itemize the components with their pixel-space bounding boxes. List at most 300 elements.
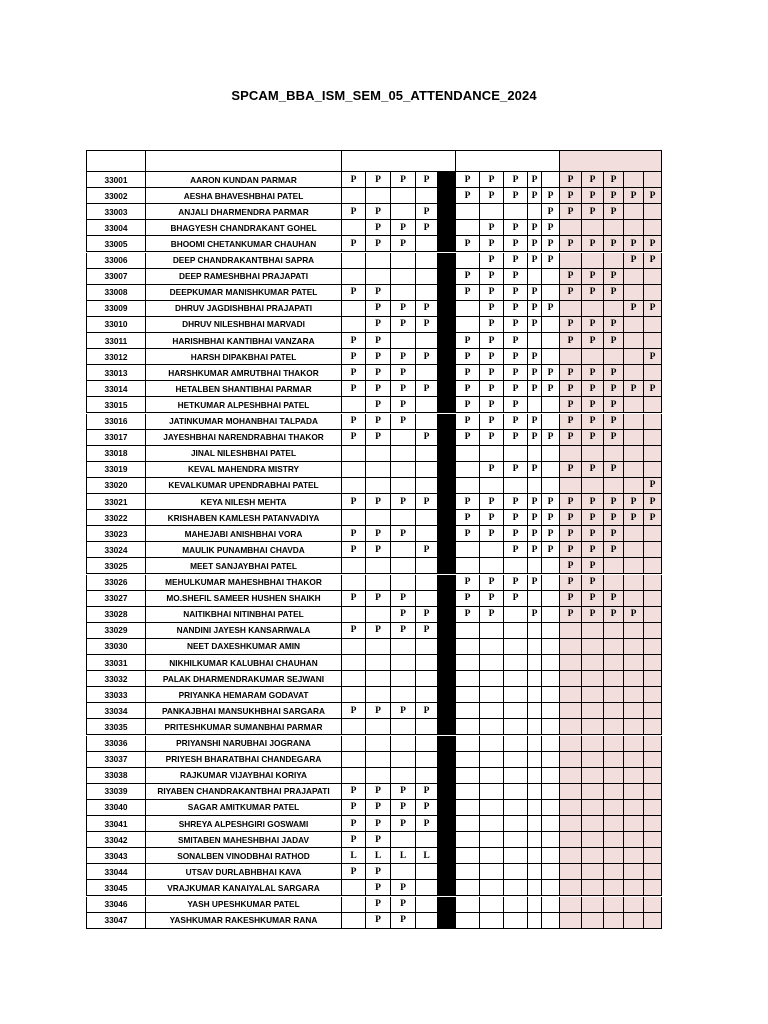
attendance-mark (528, 880, 542, 896)
separator-column (438, 397, 456, 413)
attendance-mark (528, 397, 542, 413)
attendance-mark (342, 607, 366, 623)
attendance-mark: P (504, 591, 528, 607)
attendance-mark (391, 430, 416, 446)
attendance-mark (342, 687, 366, 703)
attendance-mark: P (528, 607, 542, 623)
student-name: ANJALI DHARMENDRA PARMAR (146, 204, 342, 220)
attendance-mark: P (480, 236, 504, 252)
attendance-mark (604, 816, 624, 832)
attendance-mark (560, 253, 582, 269)
attendance-mark (391, 639, 416, 655)
attendance-mark (528, 333, 542, 349)
attendance-mark (480, 784, 504, 800)
student-id: 33016 (86, 414, 146, 430)
attendance-mark (542, 848, 560, 864)
attendance-mark (624, 848, 644, 864)
attendance-mark (582, 301, 604, 317)
attendance-mark (416, 768, 438, 784)
attendance-mark (644, 285, 662, 301)
student-name: VRAJKUMAR KANAIYALAL SARGARA (146, 880, 342, 896)
attendance-mark (560, 719, 582, 735)
attendance-mark: P (456, 172, 480, 188)
attendance-mark: P (528, 317, 542, 333)
attendance-mark: P (391, 349, 416, 365)
student-row (86, 285, 662, 301)
attendance-mark: P (480, 526, 504, 542)
attendance-mark: P (504, 494, 528, 510)
attendance-mark (366, 478, 391, 494)
attendance-mark (560, 736, 582, 752)
student-id: 33024 (86, 542, 146, 558)
attendance-mark (366, 607, 391, 623)
attendance-mark (542, 768, 560, 784)
attendance-mark (604, 800, 624, 816)
student-name: HARSHKUMAR AMRUTBHAI THAKOR (146, 365, 342, 381)
attendance-mark: P (366, 800, 391, 816)
student-name: AESHA BHAVESHBHAI PATEL (146, 188, 342, 204)
attendance-mark (456, 687, 480, 703)
attendance-mark (542, 687, 560, 703)
attendance-mark (391, 687, 416, 703)
attendance-mark (644, 719, 662, 735)
attendance-mark (624, 333, 644, 349)
separator-column (438, 446, 456, 462)
attendance-mark: P (582, 397, 604, 413)
attendance-mark (416, 236, 438, 252)
attendance-mark: P (366, 204, 391, 220)
attendance-mark: P (480, 414, 504, 430)
attendance-mark (528, 639, 542, 655)
attendance-mark (604, 446, 624, 462)
attendance-mark: P (416, 784, 438, 800)
separator-column (438, 462, 456, 478)
attendance-mark (342, 768, 366, 784)
attendance-mark: P (542, 236, 560, 252)
student-row (86, 397, 662, 413)
attendance-mark: P (528, 575, 542, 591)
attendance-mark: P (366, 623, 391, 639)
separator-column (438, 478, 456, 494)
student-id: 33046 (86, 897, 146, 913)
attendance-mark (391, 269, 416, 285)
student-row (86, 591, 662, 607)
attendance-mark: P (582, 365, 604, 381)
student-name: MO.SHEFIL SAMEER HUSHEN SHAIKH (146, 591, 342, 607)
attendance-mark: P (560, 607, 582, 623)
student-row (86, 607, 662, 623)
student-name: HARSH DIPAKBHAI PATEL (146, 349, 342, 365)
attendance-mark: P (560, 414, 582, 430)
attendance-mark (644, 752, 662, 768)
attendance-mark (504, 736, 528, 752)
separator-column (438, 542, 456, 558)
attendance-mark: P (416, 623, 438, 639)
attendance-mark (560, 816, 582, 832)
attendance-mark (342, 558, 366, 574)
attendance-mark (366, 510, 391, 526)
separator-column (438, 607, 456, 623)
student-id: 33007 (86, 269, 146, 285)
attendance-mark (391, 446, 416, 462)
attendance-mark (624, 784, 644, 800)
attendance-mark: P (528, 188, 542, 204)
attendance-mark (504, 607, 528, 623)
attendance-mark: P (542, 204, 560, 220)
attendance-mark (504, 655, 528, 671)
attendance-mark (391, 462, 416, 478)
attendance-mark (456, 639, 480, 655)
attendance-mark: P (480, 607, 504, 623)
attendance-mark: P (391, 236, 416, 252)
student-id: 33004 (86, 220, 146, 236)
attendance-mark (582, 253, 604, 269)
attendance-mark (542, 414, 560, 430)
attendance-mark (391, 253, 416, 269)
attendance-mark: P (528, 381, 542, 397)
attendance-mark (391, 768, 416, 784)
attendance-mark (416, 655, 438, 671)
attendance-mark: P (391, 591, 416, 607)
attendance-mark: P (391, 365, 416, 381)
attendance-mark (644, 542, 662, 558)
attendance-mark: P (560, 591, 582, 607)
attendance-mark (416, 462, 438, 478)
attendance-mark (644, 800, 662, 816)
attendance-mark: P (480, 591, 504, 607)
attendance-mark (342, 510, 366, 526)
attendance-mark: P (582, 204, 604, 220)
student-row (86, 317, 662, 333)
attendance-mark: P (416, 317, 438, 333)
attendance-mark (504, 768, 528, 784)
student-id: 33019 (86, 462, 146, 478)
attendance-mark: P (528, 285, 542, 301)
attendance-mark (542, 913, 560, 929)
attendance-mark (582, 719, 604, 735)
attendance-mark (366, 752, 391, 768)
separator-column (438, 172, 456, 188)
header-cell (86, 150, 146, 172)
student-id: 33005 (86, 236, 146, 252)
attendance-mark (504, 687, 528, 703)
attendance-mark (480, 446, 504, 462)
attendance-mark (366, 253, 391, 269)
attendance-mark (644, 172, 662, 188)
student-row (86, 333, 662, 349)
attendance-mark (416, 269, 438, 285)
attendance-mark (582, 623, 604, 639)
student-id: 33043 (86, 848, 146, 864)
attendance-mark: P (604, 510, 624, 526)
attendance-mark: P (391, 220, 416, 236)
attendance-mark (644, 462, 662, 478)
attendance-mark: P (582, 285, 604, 301)
attendance-mark: P (624, 188, 644, 204)
attendance-mark (456, 220, 480, 236)
attendance-mark: P (504, 333, 528, 349)
attendance-mark (366, 768, 391, 784)
attendance-mark (528, 913, 542, 929)
attendance-mark (604, 623, 624, 639)
attendance-mark: P (456, 575, 480, 591)
attendance-mark (416, 558, 438, 574)
attendance-mark: P (342, 236, 366, 252)
student-id: 33006 (86, 253, 146, 269)
separator-column (438, 349, 456, 365)
student-row (86, 414, 662, 430)
attendance-mark (582, 478, 604, 494)
separator-column (438, 768, 456, 784)
attendance-mark (391, 333, 416, 349)
attendance-mark: P (582, 430, 604, 446)
attendance-mark (644, 639, 662, 655)
separator-column (438, 558, 456, 574)
attendance-mark (604, 719, 624, 735)
student-id: 33026 (86, 575, 146, 591)
student-name: DHRUV NILESHBHAI MARVADI (146, 317, 342, 333)
separator-column (438, 784, 456, 800)
attendance-mark (604, 655, 624, 671)
attendance-mark: P (416, 301, 438, 317)
attendance-mark: P (456, 285, 480, 301)
attendance-mark (624, 800, 644, 816)
attendance-mark (391, 558, 416, 574)
attendance-mark (644, 913, 662, 929)
attendance-mark: P (560, 526, 582, 542)
attendance-mark (391, 188, 416, 204)
student-name: NEET DAXESHKUMAR AMIN (146, 639, 342, 655)
attendance-mark (504, 558, 528, 574)
attendance-mark (342, 913, 366, 929)
attendance-mark: P (342, 542, 366, 558)
attendance-mark: P (416, 349, 438, 365)
attendance-mark: P (480, 430, 504, 446)
attendance-mark: P (391, 913, 416, 929)
attendance-mark (416, 736, 438, 752)
attendance-mark: P (528, 494, 542, 510)
attendance-mark (624, 526, 644, 542)
attendance-mark (624, 220, 644, 236)
attendance-mark: P (480, 462, 504, 478)
attendance-mark (480, 913, 504, 929)
attendance-mark (504, 784, 528, 800)
attendance-mark (582, 816, 604, 832)
attendance-mark (416, 880, 438, 896)
attendance-mark (528, 687, 542, 703)
separator-column (438, 913, 456, 929)
attendance-mark: P (560, 494, 582, 510)
attendance-mark (504, 816, 528, 832)
attendance-mark: P (456, 269, 480, 285)
attendance-mark (644, 768, 662, 784)
attendance-mark: P (456, 430, 480, 446)
attendance-mark (604, 752, 624, 768)
attendance-mark (560, 864, 582, 880)
attendance-mark: P (504, 381, 528, 397)
attendance-mark: P (560, 397, 582, 413)
attendance-mark (504, 913, 528, 929)
attendance-mark (604, 575, 624, 591)
attendance-mark: P (542, 542, 560, 558)
student-id: 33045 (86, 880, 146, 896)
attendance-mark: P (528, 462, 542, 478)
attendance-mark: P (582, 236, 604, 252)
student-row (86, 236, 662, 252)
attendance-mark (342, 575, 366, 591)
attendance-mark (416, 253, 438, 269)
attendance-mark (542, 285, 560, 301)
separator-column (438, 655, 456, 671)
student-id: 33001 (86, 172, 146, 188)
attendance-mark (542, 575, 560, 591)
attendance-mark (416, 639, 438, 655)
student-id: 33041 (86, 816, 146, 832)
student-row (86, 671, 662, 687)
attendance-mark (480, 542, 504, 558)
attendance-mark (542, 397, 560, 413)
attendance-mark (504, 446, 528, 462)
attendance-mark (528, 784, 542, 800)
attendance-mark (391, 575, 416, 591)
attendance-mark (624, 462, 644, 478)
attendance-mark (542, 897, 560, 913)
attendance-mark (604, 913, 624, 929)
attendance-mark (582, 800, 604, 816)
attendance-mark (624, 623, 644, 639)
attendance-mark: P (416, 542, 438, 558)
attendance-mark: P (366, 397, 391, 413)
attendance-mark (542, 752, 560, 768)
student-row (86, 462, 662, 478)
attendance-mark: P (342, 623, 366, 639)
attendance-mark (624, 172, 644, 188)
attendance-mark (504, 478, 528, 494)
attendance-mark (604, 220, 624, 236)
attendance-mark (391, 285, 416, 301)
attendance-mark (504, 719, 528, 735)
attendance-mark (582, 703, 604, 719)
attendance-mark: P (366, 365, 391, 381)
attendance-mark: P (504, 526, 528, 542)
attendance-mark: P (480, 494, 504, 510)
student-row (86, 494, 662, 510)
student-row (86, 752, 662, 768)
attendance-mark (644, 575, 662, 591)
attendance-mark: P (582, 510, 604, 526)
attendance-mark (644, 623, 662, 639)
student-row (86, 220, 662, 236)
attendance-mark: P (456, 397, 480, 413)
attendance-mark (480, 832, 504, 848)
attendance-mark: P (560, 188, 582, 204)
separator-column (438, 285, 456, 301)
attendance-mark: P (560, 575, 582, 591)
attendance-mark: L (342, 848, 366, 864)
attendance-mark (604, 880, 624, 896)
header-cell (342, 150, 456, 172)
student-id: 33035 (86, 719, 146, 735)
attendance-mark: P (391, 623, 416, 639)
attendance-mark (342, 478, 366, 494)
attendance-mark (480, 848, 504, 864)
student-row (86, 864, 662, 880)
separator-column (438, 365, 456, 381)
attendance-mark (528, 591, 542, 607)
attendance-mark: P (528, 172, 542, 188)
attendance-mark (582, 768, 604, 784)
student-id: 33022 (86, 510, 146, 526)
attendance-mark (560, 220, 582, 236)
attendance-mark: P (366, 333, 391, 349)
attendance-mark: P (480, 269, 504, 285)
attendance-mark: P (480, 365, 504, 381)
attendance-mark: P (480, 301, 504, 317)
attendance-mark: L (391, 848, 416, 864)
student-row (86, 687, 662, 703)
student-id: 33044 (86, 864, 146, 880)
attendance-mark (456, 204, 480, 220)
attendance-mark: P (504, 430, 528, 446)
attendance-mark (604, 478, 624, 494)
attendance-mark: P (366, 526, 391, 542)
attendance-mark (624, 397, 644, 413)
attendance-mark: P (528, 526, 542, 542)
attendance-mark (342, 462, 366, 478)
attendance-mark: P (366, 285, 391, 301)
student-name: KEVAL MAHENDRA MISTRY (146, 462, 342, 478)
attendance-mark (504, 800, 528, 816)
separator-column (438, 848, 456, 864)
separator-column (438, 381, 456, 397)
student-id: 33012 (86, 349, 146, 365)
attendance-mark: P (504, 188, 528, 204)
attendance-mark: P (456, 414, 480, 430)
attendance-mark (644, 333, 662, 349)
attendance-mark: P (542, 381, 560, 397)
student-name: SHREYA ALPESHGIRI GOSWAMI (146, 816, 342, 832)
attendance-mark: P (604, 494, 624, 510)
attendance-mark (416, 591, 438, 607)
attendance-mark (456, 752, 480, 768)
attendance-mark (391, 478, 416, 494)
attendance-mark: P (582, 607, 604, 623)
attendance-mark: P (560, 204, 582, 220)
student-row (86, 719, 662, 735)
separator-column (438, 317, 456, 333)
attendance-mark (542, 317, 560, 333)
attendance-mark (480, 897, 504, 913)
student-id: 33040 (86, 800, 146, 816)
attendance-mark (542, 832, 560, 848)
separator-column (438, 301, 456, 317)
attendance-mark (391, 864, 416, 880)
attendance-mark (366, 736, 391, 752)
attendance-mark (366, 188, 391, 204)
attendance-mark: P (366, 381, 391, 397)
attendance-mark (644, 397, 662, 413)
attendance-mark: P (456, 188, 480, 204)
attendance-mark (480, 687, 504, 703)
attendance-mark (416, 719, 438, 735)
attendance-mark: P (504, 349, 528, 365)
student-id: 33038 (86, 768, 146, 784)
attendance-mark (456, 558, 480, 574)
attendance-mark: P (456, 494, 480, 510)
attendance-mark (624, 575, 644, 591)
attendance-mark: P (366, 591, 391, 607)
attendance-mark: P (391, 816, 416, 832)
